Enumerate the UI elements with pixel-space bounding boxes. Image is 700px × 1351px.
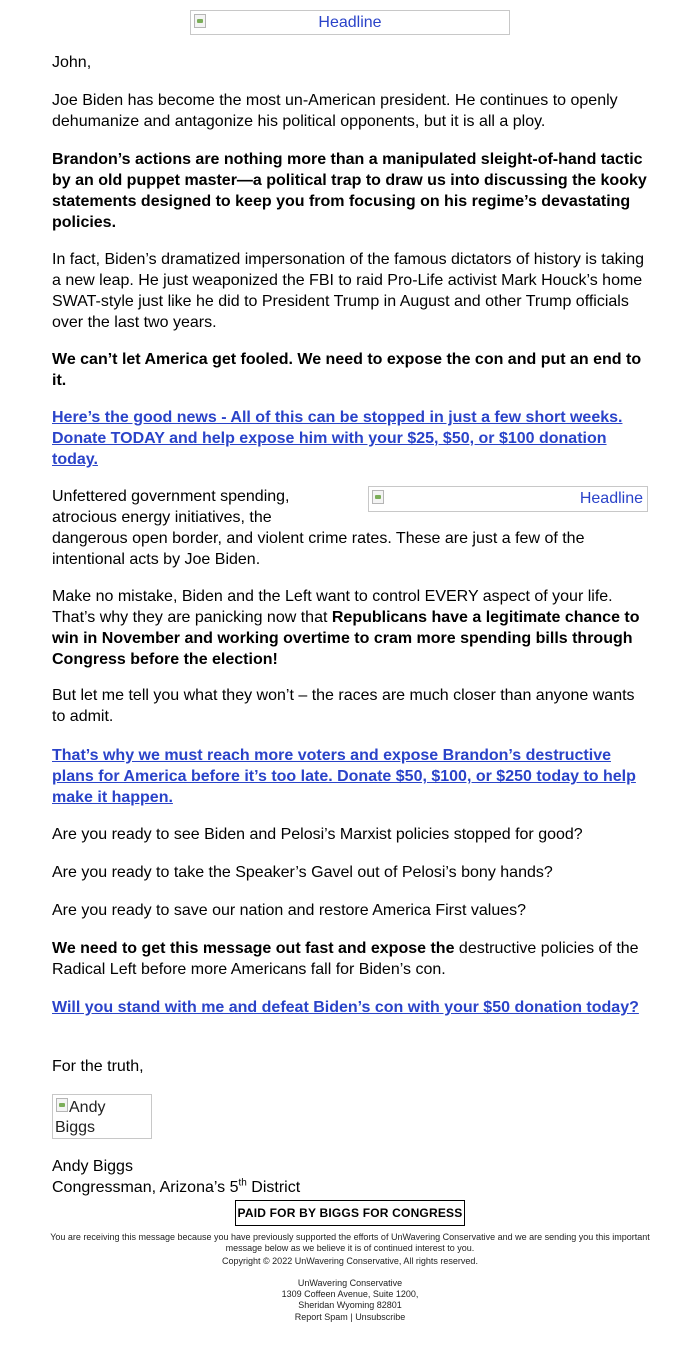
signature-image (52, 1094, 152, 1139)
paragraph-races: But let me tell you what they won’t – the races are much closer than anyone wants to admit. (52, 687, 635, 725)
headline-image (190, 10, 510, 35)
cta-paragraph-2 (52, 745, 652, 808)
paragraph-intro: Joe Biden has become the most un-American president. He continues to openly dehumanize and antagonize his political opponents, but it is all a ploy. (52, 92, 618, 130)
paid-for-disclaimer: PAID FOR BY BIGGS FOR CONGRESS (235, 1200, 465, 1226)
footer-copyright: Copyright © 2022 UnWavering Conservative, All rights reserved. (222, 1256, 478, 1266)
signer-title-prefix: Congressman, Arizona’s 5 (52, 1179, 239, 1196)
footer-separator: | (350, 1312, 353, 1322)
signer-name: Andy Biggs (52, 1158, 133, 1175)
signer-block (52, 1156, 652, 1198)
broken-image-icon (372, 490, 384, 504)
cta-paragraph-1 (52, 407, 652, 470)
control-text: Make no mistake, Biden and the Left want to control EVERY aspect of your life. That’s why they are panicking now that (52, 588, 613, 626)
spending-line-2: atrocious energy initiatives, the (52, 509, 272, 526)
paragraph-fbi: In fact, Biden’s dramatized impersonation of the famous dictators of history is taking a new leap. He just weaponized the FBI to raid Pro-Life activist Mark Houck’s home SWAT-style just like he did to President Trump in August and other Trump officials over the last two years. (52, 251, 644, 331)
signer-title-suffix: District (246, 1179, 301, 1196)
footer-address-2: Sheridan Wyoming 82801 (298, 1300, 402, 1310)
message-bold-text: We need to get this message out fast and expose the (52, 940, 455, 957)
donate-link-1[interactable]: Here’s the good news - All of this can be stopped in just a few short weeks. Donate TODAY and help expose him with your $25, $50, or $100 donation today. (52, 409, 623, 468)
question-1: Are you ready to see Biden and Pelosi’s Marxist policies stopped for good? (52, 826, 583, 843)
question-3: Are you ready to save our nation and restore America First values? (52, 902, 527, 919)
footer-org: UnWavering Conservative (297, 1278, 403, 1288)
signature-image-alt: Andy Biggs (55, 1099, 106, 1136)
question-2: Are you ready to take the Speaker’s Gavel out of Pelosi’s bony hands? (52, 864, 553, 881)
spending-line-1: Unfettered government spending, (52, 488, 290, 505)
donate-link-2[interactable]: That’s why we must reach more voters and expose Brandon’s destructive plans for America before it’s too late. Donate $50, $100, or $250 today to help make it happen. (52, 747, 636, 806)
paragraph-bold-trap: Brandon’s actions are nothing more than a manipulated sleight-of-hand tactic by an old puppet master—a political trap to draw us into discussing the kooky statements designed to keep you from focusing on his regime’s devastating policies. (52, 151, 647, 231)
paragraph-bold-con: We can’t let America get fooled. We need to expose the con and put an end to it. (52, 351, 642, 389)
broken-image-icon (194, 14, 206, 28)
cta-paragraph-3 (52, 997, 652, 1018)
closing: For the truth, (52, 1058, 144, 1075)
donate-link-3[interactable]: Will you stand with me and defeat Biden’s con with your $50 donation today? (52, 999, 639, 1016)
signer-title-sup: th (238, 1177, 247, 1189)
paragraph-message (52, 938, 652, 980)
footer-links (40, 1312, 660, 1323)
spending-rest: dangerous open border, and violent crime rates. These are just a few of the intentional acts by Joe Biden. (52, 530, 585, 568)
unsubscribe-link[interactable]: Unsubscribe (355, 1312, 406, 1322)
signer-title (52, 1177, 652, 1198)
control-bold-text: Republicans have a legitimate chance to win in November and working overtime to cram more spending bills through Congress before the election! (52, 609, 640, 668)
inline-headline-image (368, 486, 648, 512)
headline-image-alt: Headline (318, 14, 382, 31)
paragraph-control (52, 586, 652, 670)
footer-notice: You are receiving this message because you have previously supported the efforts of UnWavering Conservative and we are sending you this important message below as we believe it is of continued interest to you. (50, 1232, 650, 1253)
greeting: John, (52, 54, 92, 71)
message-text: destructive policies of the Radical Left before more Americans fall for Biden’s con. (52, 940, 639, 978)
report-spam-link[interactable]: Report Spam (294, 1312, 348, 1322)
footer-address-1: 1309 Coffeen Avenue, Suite 1200, (281, 1289, 419, 1299)
inline-image-alt: Headline (579, 490, 643, 507)
